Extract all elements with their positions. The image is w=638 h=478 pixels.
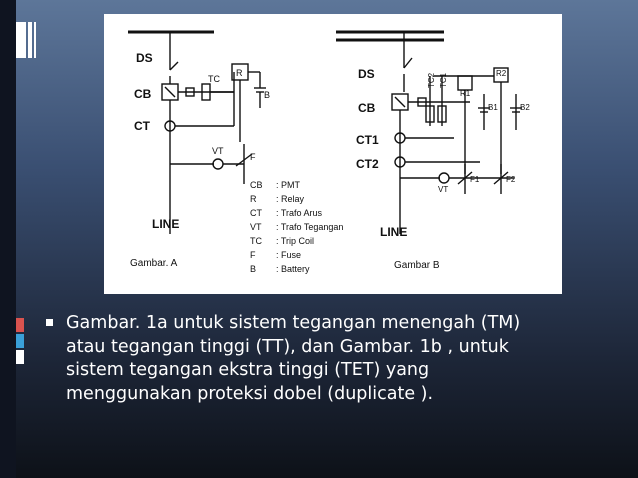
left-edge-bar [0, 0, 16, 478]
label-f-left: F [250, 152, 256, 162]
label-b1-right: B1 [488, 103, 498, 112]
label-r2-right: R2 [496, 69, 507, 78]
label-b-left: B [264, 90, 271, 100]
label-f1-right: F1 [470, 175, 480, 184]
legend-code-2: CT [250, 208, 262, 218]
caption-left: Gambar. A [130, 258, 178, 269]
label-r-left: R [236, 68, 243, 78]
legend-code-6: B [250, 264, 257, 274]
label-vt-right: VT [438, 185, 449, 194]
label-f2-right: F2 [506, 175, 516, 184]
label-vt-left: VT [212, 146, 224, 156]
legend-desc-2: : Trafo Arus [276, 208, 323, 218]
legend-desc-6: : Battery [276, 264, 310, 274]
bullet-square-icon [46, 319, 53, 326]
label-ds-left: DS [136, 51, 153, 65]
bullet-item [46, 312, 626, 406]
label-cb-right: CB [358, 101, 376, 115]
legend-desc-1: : Relay [276, 194, 305, 204]
label-line-left: LINE [152, 217, 180, 231]
legend-code-1: R [250, 194, 257, 204]
label-tc1-right: TC1 [439, 72, 448, 88]
legend-code-5: F [250, 250, 256, 260]
legend-code-3: VT [250, 222, 262, 232]
label-ds-right: DS [358, 67, 375, 81]
slide-decoration-top [0, 22, 40, 60]
label-line-right: LINE [380, 225, 408, 239]
caption-right: Gambar B [394, 260, 440, 271]
legend-code-4: TC [250, 236, 262, 246]
legend-code-0: CB [250, 180, 263, 190]
legend-desc-5: : Fuse [276, 250, 302, 260]
legend-desc-0: : PMT [276, 180, 300, 190]
label-cb-left: CB [134, 87, 152, 101]
label-tc-left: TC [208, 74, 220, 84]
label-r1-right: R1 [460, 89, 471, 98]
legend-desc-4: : Trip Coil [276, 236, 315, 246]
bullet-text: Gambar. 1a untuk sistem tegangan menengah (TM) atau tegangan tinggi (TT), dan Gambar. 1b , untuk sistem tegangan ekstra tinggi (TET) yang menggunakan proteksi dobel (duplicate ). [66, 313, 521, 404]
slide-decoration-bottom [0, 318, 40, 398]
circuit-diagram [104, 14, 562, 294]
label-ct1-right: CT1 [356, 133, 379, 147]
label-ct2-right: CT2 [356, 157, 379, 171]
label-tc2-right: TC2 [427, 72, 436, 88]
label-b2-right: B2 [520, 103, 530, 112]
diagram-panel [104, 14, 562, 294]
legend-desc-3: : Trafo Tegangan [276, 222, 344, 232]
label-ct-left: CT [134, 119, 150, 133]
